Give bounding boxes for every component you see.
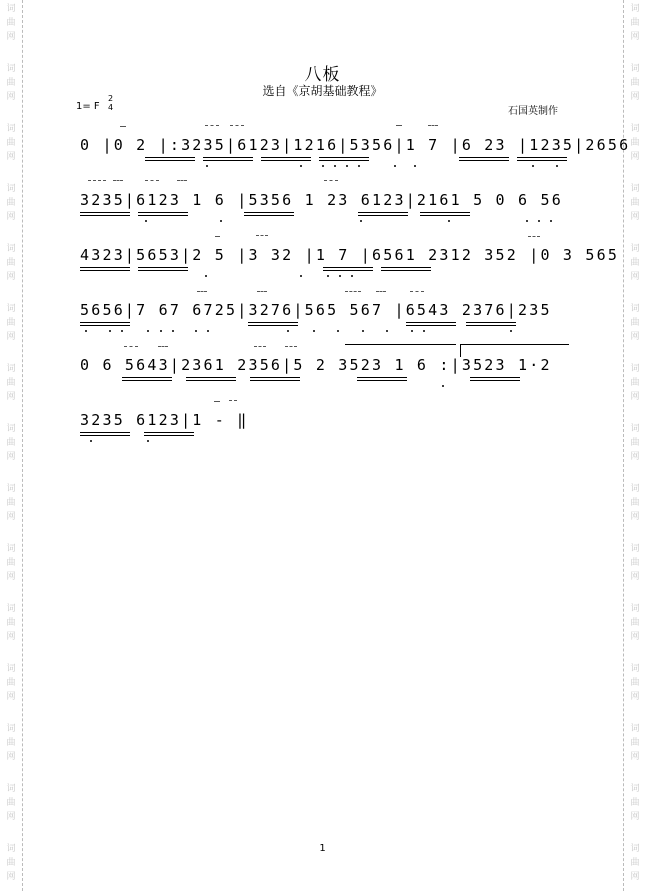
watermark-text: 词 曲 网 xyxy=(6,124,16,162)
score-line-text: 3235 6123|1 - ‖ xyxy=(80,411,249,429)
watermark-text: 词 曲 网 xyxy=(630,724,640,762)
watermark-text: 词 曲 网 xyxy=(630,184,640,222)
watermark-text: 词 曲 网 xyxy=(630,124,640,162)
score-line-text: 0 |0 2 |:3235|6123|1216|5356|1 7 |6 23 |1235|2656 xyxy=(80,136,631,154)
watermark-text: 词 曲 网 xyxy=(630,64,640,102)
watermark-text: 词 曲 网 xyxy=(630,364,640,402)
score-line-text: 3235|6123 1 6 |5356 1 23 6123|2161 5 0 6 56 xyxy=(80,191,563,209)
watermark-text: 词 曲 网 xyxy=(6,724,16,762)
watermark-text: 词 曲 网 xyxy=(630,604,640,642)
left-watermark-column xyxy=(3,0,19,891)
score-line-text: 4323|5653|2 5 |3 32 |1 7 |6561 2312 352 |0 3 565 xyxy=(80,246,620,264)
watermark-text: 词 曲 网 xyxy=(630,544,640,582)
page-subtitle: 选自《京胡基础教程》 xyxy=(262,84,383,98)
score-line-text: 5656|7 67 6725|3276|565 567 |6543 2376|235 xyxy=(80,301,552,319)
watermark-text: 词 曲 网 xyxy=(630,424,640,462)
right-watermark-column xyxy=(627,0,643,891)
watermark-text: 词 曲 网 xyxy=(630,784,640,822)
watermark-text: 词 曲 网 xyxy=(630,304,640,342)
left-margin-rule xyxy=(22,0,23,891)
watermark-text: 词 曲 网 xyxy=(630,4,640,42)
watermark-text: 词 曲 网 xyxy=(6,184,16,222)
watermark-text: 词 曲 网 xyxy=(630,484,640,522)
watermark-text: 词 曲 网 xyxy=(6,424,16,462)
right-margin-rule xyxy=(623,0,624,891)
time-signature-bottom: 4 xyxy=(108,103,114,112)
watermark-text: 词 曲 网 xyxy=(6,244,16,282)
page-title: 八板 xyxy=(304,65,341,85)
watermark-text: 词 曲 网 xyxy=(6,604,16,642)
key-signature: 1= F xyxy=(76,101,100,112)
watermark-text: 词 曲 网 xyxy=(6,544,16,582)
watermark-text: 词 曲 网 xyxy=(6,364,16,402)
second-ending-bracket xyxy=(460,344,569,357)
watermark-text: 词 曲 网 xyxy=(6,304,16,342)
watermark-text: 词 曲 网 xyxy=(6,844,16,882)
watermark-text: 词 曲 网 xyxy=(6,784,16,822)
watermark-text: 词 曲 网 xyxy=(6,64,16,102)
watermark-text: 词 曲 网 xyxy=(6,4,16,42)
first-ending-bracket xyxy=(345,344,456,357)
watermark-text: 词 曲 网 xyxy=(6,484,16,522)
author-credit: 石国英制作 xyxy=(508,106,558,117)
watermark-text: 词 曲 网 xyxy=(6,664,16,702)
page-number: 1 xyxy=(319,843,326,854)
watermark-text: 词 曲 网 xyxy=(630,844,640,882)
time-signature xyxy=(108,94,113,112)
watermark-text: 词 曲 网 xyxy=(630,664,640,702)
watermark-text: 词 曲 网 xyxy=(630,244,640,282)
score-line-text: 0 6 5643|2361 2356|5 2 3523 1 6 :|3523 1·2 xyxy=(80,356,552,374)
time-signature-top: 2 xyxy=(108,94,114,103)
